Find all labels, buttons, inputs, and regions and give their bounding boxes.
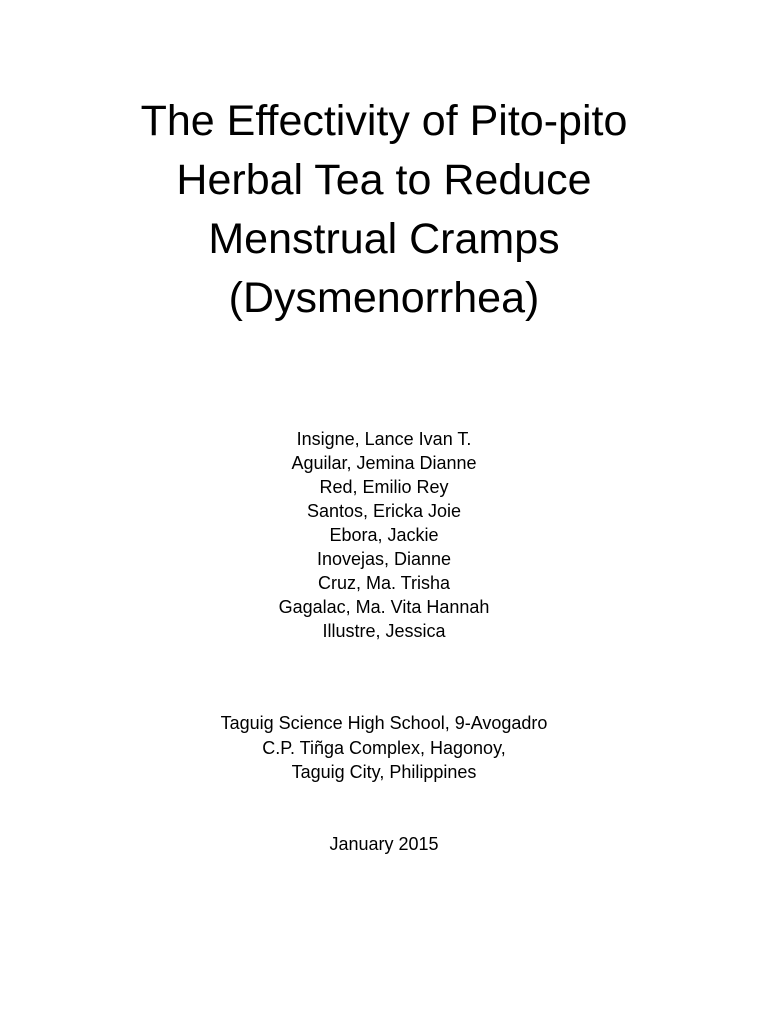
title-line: Herbal Tea to Reduce xyxy=(176,156,592,204)
title-line: The Effectivity of Pito-pito xyxy=(140,97,628,145)
title-line: Menstrual Cramps xyxy=(208,215,560,263)
author-name: Ebora, Jackie xyxy=(329,525,439,545)
affiliation-line: Taguig Science High School, 9-Avogadro xyxy=(220,713,548,733)
author-name: Insigne, Lance Ivan T. xyxy=(296,429,472,449)
author-name: Gagalac, Ma. Vita Hannah xyxy=(278,597,490,617)
author-list xyxy=(0,427,768,643)
author-name: Aguilar, Jemina Dianne xyxy=(291,453,477,473)
publication-date: January 2015 xyxy=(329,834,439,854)
author-name: Cruz, Ma. Trisha xyxy=(317,573,451,593)
school-affiliation xyxy=(0,711,768,785)
affiliation-line: Taguig City, Philippines xyxy=(291,762,477,782)
author-name: Santos, Ericka Joie xyxy=(306,501,462,521)
author-name: Red, Emilio Rey xyxy=(319,477,449,497)
author-name: Illustre, Jessica xyxy=(322,621,446,641)
title-line: (Dysmenorrhea) xyxy=(228,274,540,322)
affiliation-line: C.P. Tiñga Complex, Hagonoy, xyxy=(262,737,506,758)
paper-title xyxy=(0,92,768,328)
author-name: Inovejas, Dianne xyxy=(316,549,452,569)
